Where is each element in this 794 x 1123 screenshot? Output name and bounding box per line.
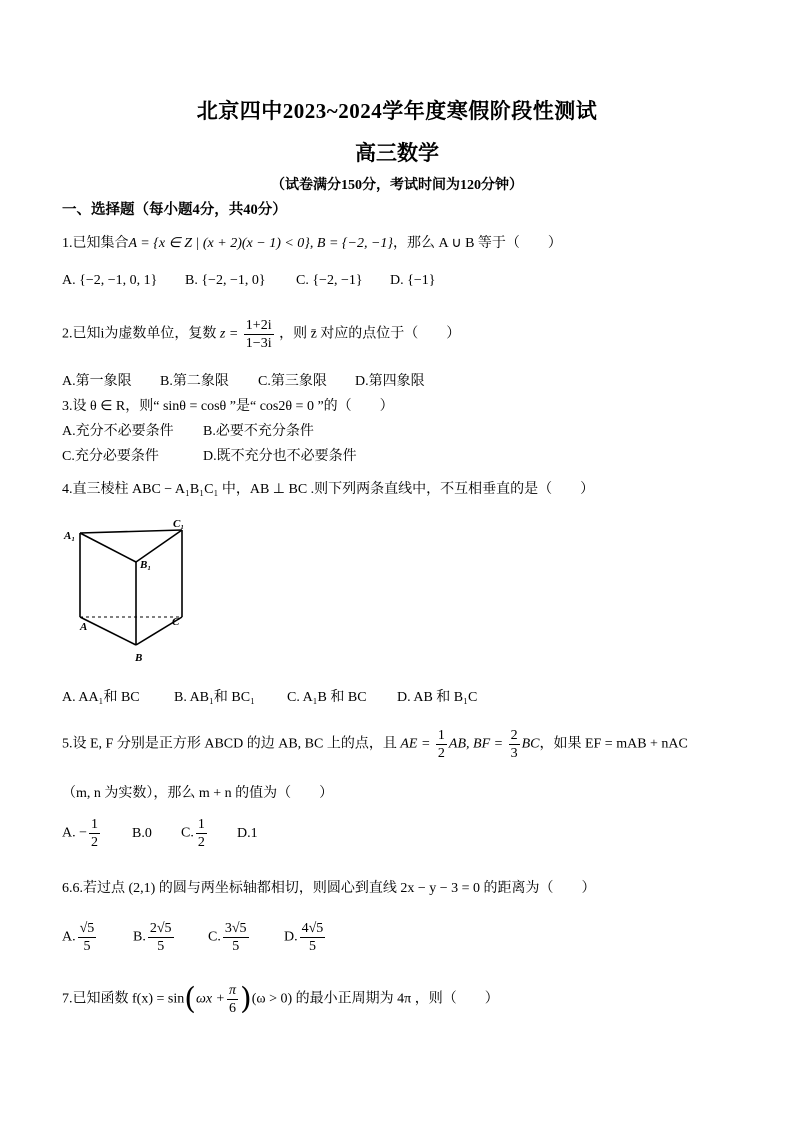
q3-option-d: D.既不充分也不必要条件 [203, 449, 357, 464]
section-heading: 一、选择题（每小题4分，共40分） [62, 202, 287, 218]
q1-option-a: A. {−2, −1, 0, 1} [62, 273, 158, 288]
q4-option-b: B. AB₁和 BC₁ [174, 690, 255, 705]
q5-ae-rhs: AB, BF = [448, 736, 504, 752]
q5-opt-c-num: 1 [197, 817, 205, 832]
q5-ae-fraction [436, 727, 447, 762]
exam-note: （试卷满分150分，考试时间为120分钟） [271, 178, 523, 193]
q1-option-d: D. {−1} [390, 273, 436, 288]
q5-opt-a-lead: A. − [62, 825, 88, 841]
q5-prefix: 5.设 E, F 分别是正方形 ABCD 的边 AB, BC 上的点，且 [62, 736, 397, 752]
q6-opt-b-lead: B. [133, 929, 146, 945]
q6-opt-d-num: 4√5 [301, 921, 324, 936]
q6-opt-d-den: 5 [308, 939, 316, 954]
q6-opt-b-num: 2√5 [149, 921, 172, 936]
q6-opt-b-frac [148, 920, 174, 955]
q6-opt-a-frac [78, 920, 97, 955]
q7-pi-frac [227, 982, 238, 1017]
q5-option-d: D.1 [237, 826, 258, 841]
q7-right-paren: ) [240, 981, 252, 1017]
q5-opt-c-frac [196, 816, 207, 851]
label-c: C [172, 616, 180, 628]
q2-z-lhs: z = [219, 326, 239, 342]
question-7 [62, 982, 499, 1017]
q6-option-a [62, 920, 98, 955]
question-6: 6.6.若过点 (2,1) 的圆与两坐标轴都相切，则圆心到直线 2x − y − 3 = 0 的距离为（ ） [62, 881, 596, 896]
q5-opt-c-lead: C. [181, 825, 194, 841]
q6-opt-b-den: 5 [157, 939, 165, 954]
q7-tail: (ω > 0) 的最小正周期为 4π ，则（ ） [251, 991, 499, 1007]
q5-bf-fraction [509, 727, 520, 762]
q5-bf-rhs: BC [521, 736, 540, 752]
q1-set-b: , B = {−2, −1} [309, 236, 393, 251]
q5-option-a [62, 816, 102, 851]
question-1 [62, 232, 562, 252]
edge-a1b1 [80, 533, 136, 562]
q3-option-a: A.充分不必要条件 [62, 424, 174, 439]
q5-option-c [181, 816, 209, 851]
q6-option-d [284, 920, 327, 955]
q6-opt-a-den: 5 [83, 939, 91, 954]
q6-opt-c-den: 5 [232, 939, 240, 954]
q7-inner: ωx + [195, 991, 225, 1007]
q7-prefix: 7.已知函数 f(x) = sin [62, 991, 185, 1007]
q5-option-b: B.0 [132, 826, 152, 841]
q4-option-a: A. AA₁和 BC [62, 690, 140, 705]
q2-option-b: B.第二象限 [160, 374, 229, 389]
q1-tail: ，那么 A ∪ B 等于（ ） [393, 236, 562, 251]
question-4: 4.直三棱柱 ABC − A₁B₁C₁ 中，AB ⊥ BC .则下列两条直线中，不互相垂直的是（ ） [62, 482, 595, 497]
label-a1: A₁ [64, 530, 76, 542]
q5-bf-den: 3 [510, 746, 518, 761]
prism-figure [60, 515, 200, 670]
q2-tail: ，则 z̄ 对应的点位于（ ） [279, 326, 461, 342]
page-subtitle: 高三数学 [355, 141, 439, 165]
q2-prefix: 2.已知i为虚数单位，复数 [62, 326, 217, 342]
q1-option-b: B. {−2, −1, 0} [185, 273, 266, 288]
q2-option-d: D.第四象限 [355, 374, 425, 389]
question-2 [62, 317, 460, 352]
q7-pi-num: π [229, 983, 237, 998]
q1-set-a: A = {x ∈ Z | (x + 2)(x − 1) < 0} [128, 236, 310, 251]
q5-opt-a-num: 1 [91, 817, 99, 832]
q5-bf-num: 2 [510, 728, 518, 743]
q6-opt-d-frac [300, 920, 326, 955]
q4-option-d: D. AB 和 B₁C [397, 690, 478, 705]
q6-opt-a-num: √5 [79, 921, 95, 936]
label-b1: B₁ [140, 559, 152, 571]
q6-opt-a-lead: A. [62, 929, 76, 945]
q5-line-2: （m, n 为实数），那么 m + n 的值为（ ） [62, 786, 334, 801]
q1-option-c: C. {−2, −1} [296, 273, 363, 288]
q5-ae-lhs: AE = [400, 736, 431, 752]
q6-opt-d-lead: D. [284, 929, 298, 945]
question-3: 3.设 θ ∈ R，则“ sinθ = cosθ ”是“ cos2θ = 0 ”的（ ） [62, 399, 394, 414]
q6-opt-c-lead: C. [208, 929, 221, 945]
q5-opt-a-frac [89, 816, 100, 851]
q2-frac-den: 1−3i [245, 336, 272, 351]
label-b: B [135, 652, 143, 664]
q6-option-c [208, 920, 251, 955]
q3-option-b: B.必要不充分条件 [203, 424, 314, 439]
q2-frac-num: 1+2i [245, 318, 272, 333]
q2-option-c: C.第三象限 [258, 374, 327, 389]
q7-pi-den: 6 [229, 1001, 236, 1016]
q4-option-c: C. A₁B 和 BC [287, 690, 367, 705]
label-c1: C₁ [173, 518, 185, 530]
q7-left-paren: ( [184, 981, 196, 1017]
page-title: 北京四中2023~2024学年度寒假阶段性测试 [196, 99, 598, 123]
edge-ab [80, 617, 136, 645]
label-a: A [80, 621, 88, 633]
q6-opt-c-frac [223, 920, 249, 955]
q5-opt-c-den: 2 [197, 835, 205, 850]
q5-tail: ，如果 EF = mAB + nAC [539, 736, 688, 752]
q5-ae-den: 2 [437, 746, 445, 761]
q5-ae-num: 1 [437, 728, 445, 743]
q6-opt-c-num: 3√5 [224, 921, 247, 936]
edge-a1c1 [80, 530, 182, 533]
q5-opt-a-den: 2 [91, 835, 99, 850]
q3-option-c: C.充分必要条件 [62, 449, 159, 464]
edge-b1c1 [136, 530, 182, 562]
q2-fraction [244, 317, 274, 352]
q6-option-b [133, 920, 176, 955]
question-5 [62, 727, 688, 762]
q1-prefix: 1.已知集合 [62, 236, 129, 251]
q2-option-a: A.第一象限 [62, 374, 132, 389]
